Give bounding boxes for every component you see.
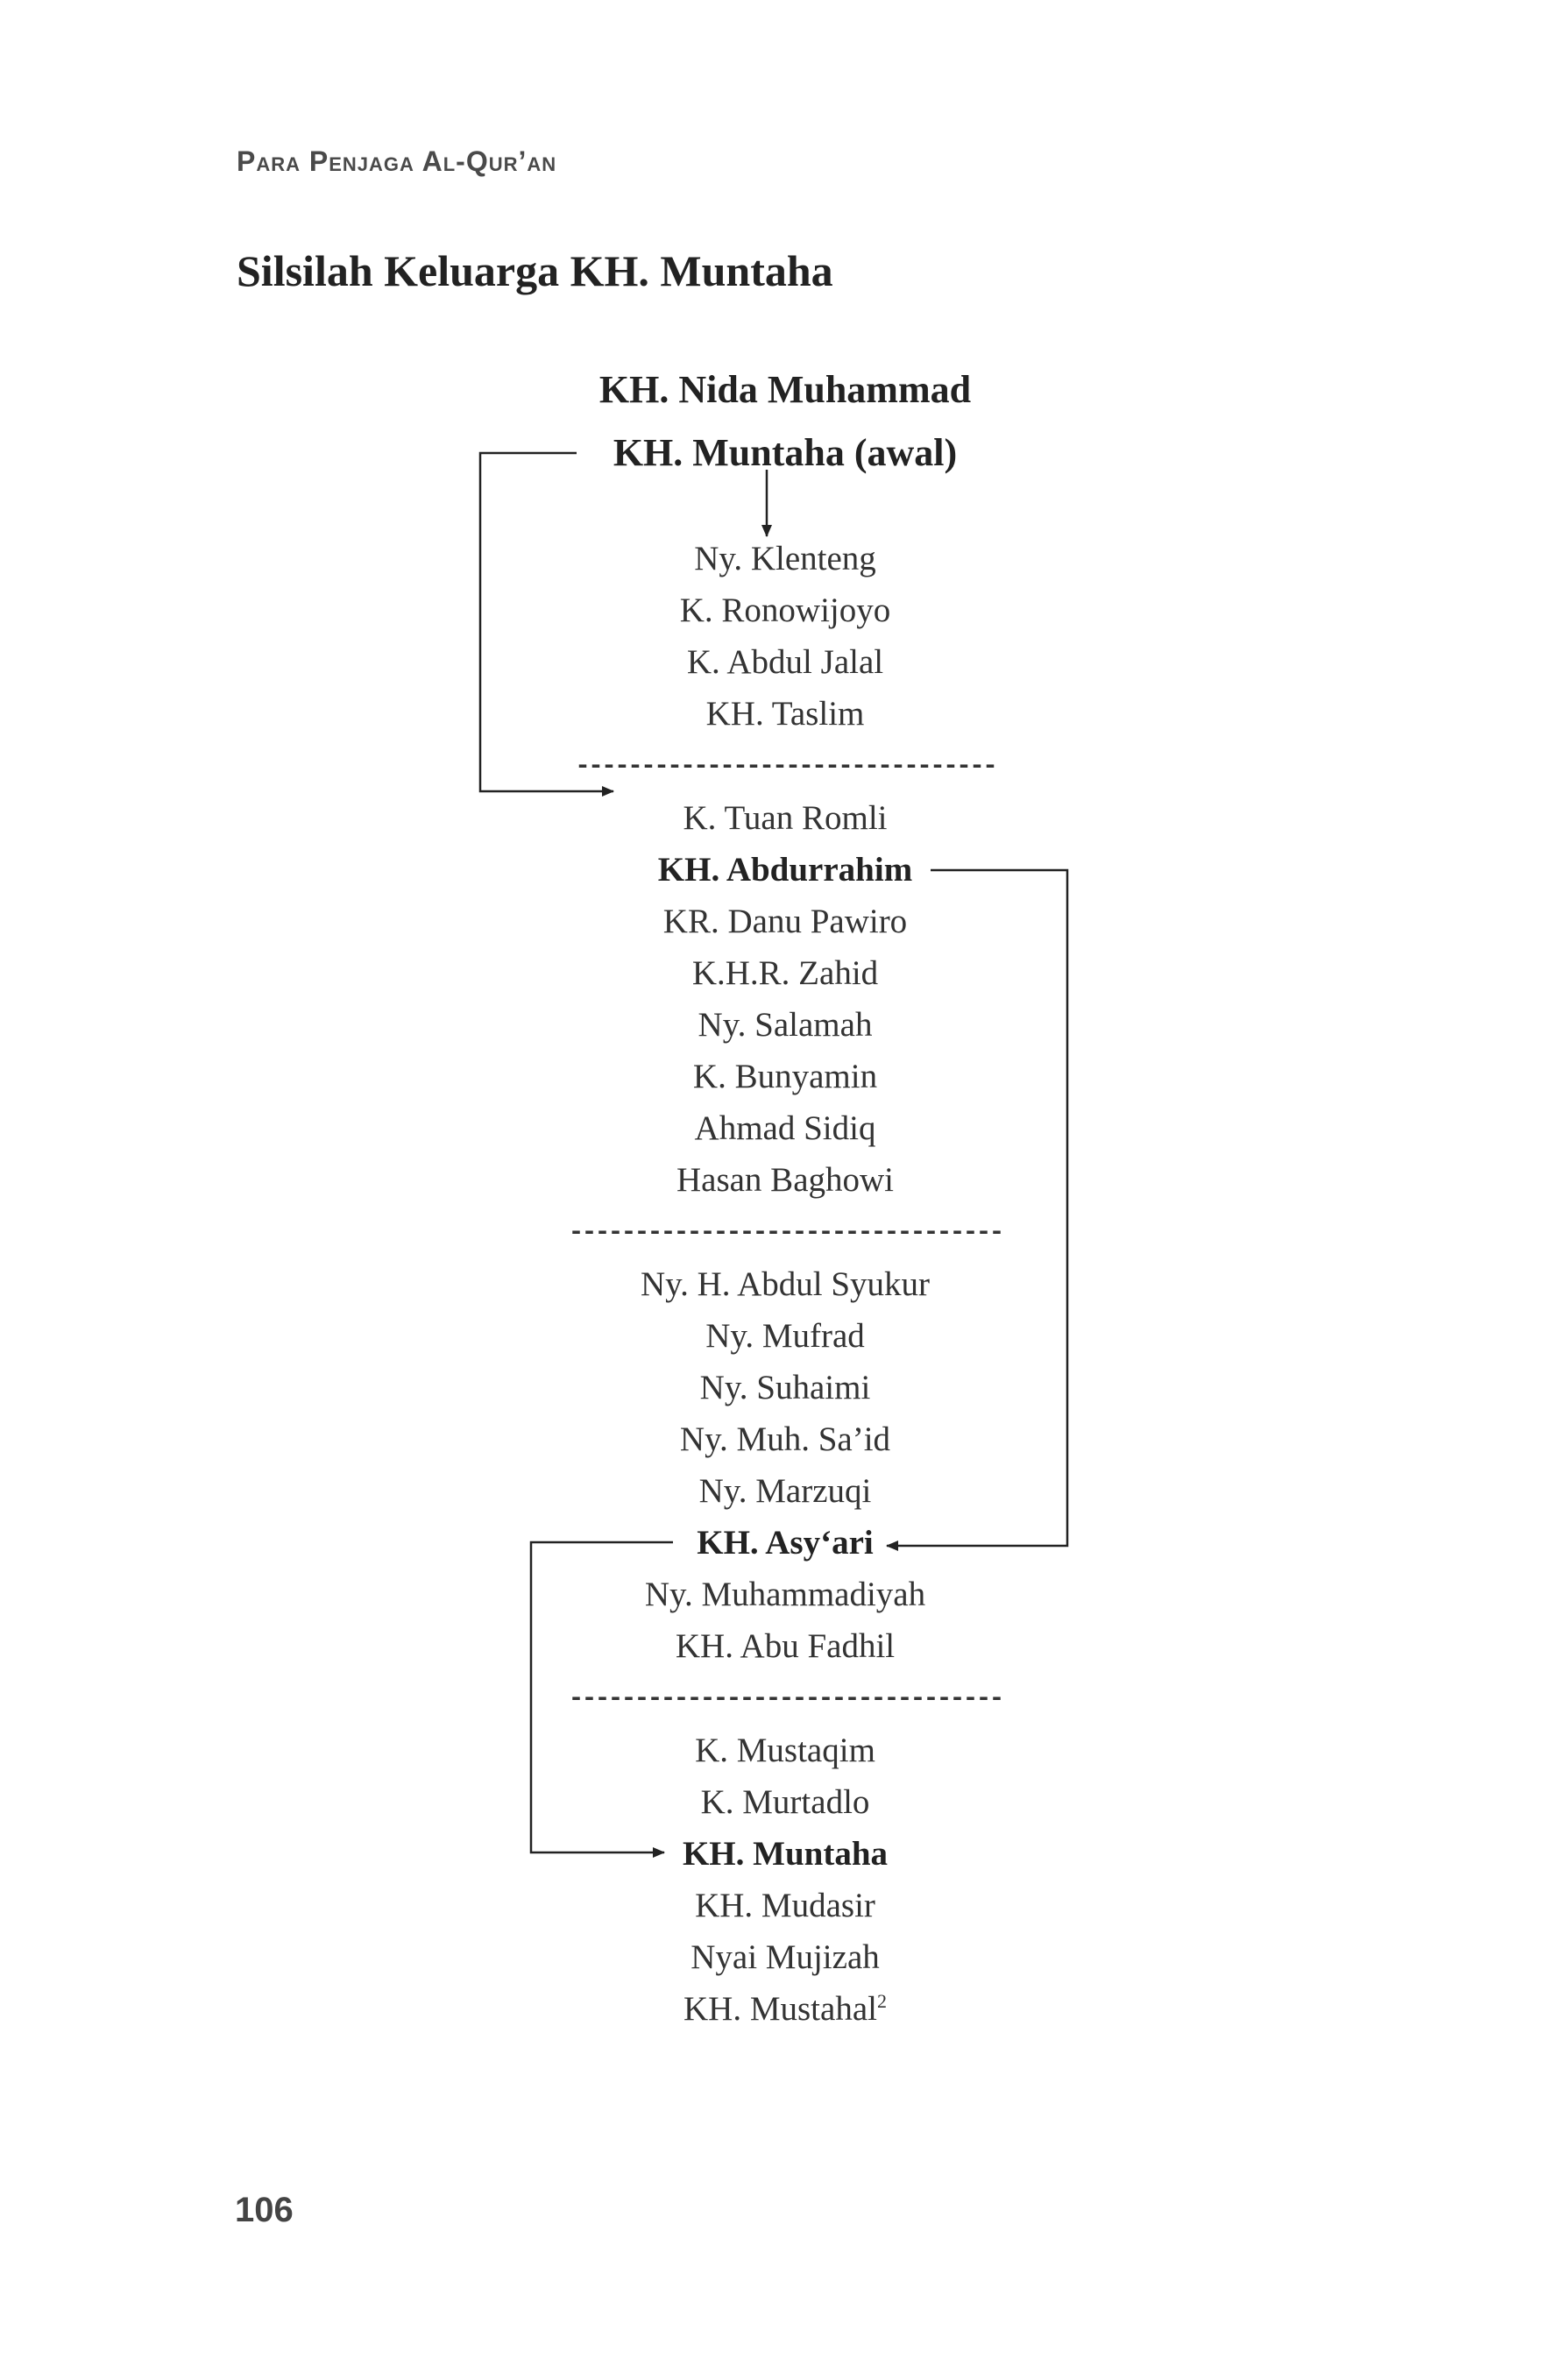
tree-item: KR. Danu Pawiro <box>662 903 908 940</box>
tree-item: K. Murtadlo <box>700 1783 870 1821</box>
generation-divider: --------------------------------- <box>568 1218 1002 1248</box>
tree-item: K. Abdul Jalal <box>686 643 884 681</box>
tree-item: Ny. Salamah <box>698 1006 873 1044</box>
tree-head-muntaha-awal: KH. Muntaha (awal) <box>613 431 958 474</box>
tree-item-muntaha: KH. Muntaha <box>682 1835 889 1873</box>
tree-item-mustahal: KH. Mustahal$^2$ <box>683 1990 887 2028</box>
tree-item: K. Bunyamin <box>692 1058 878 1095</box>
section-title: Silsilah Keluarga KH. Muntaha <box>237 246 833 295</box>
tree-item: KH. Mudasir <box>695 1887 875 1924</box>
tree-item: Ahmad Sidiq <box>694 1109 876 1147</box>
tree-item: Hasan Baghowi <box>676 1161 895 1199</box>
tree-item-abdurrahim: KH. Abdurrahim <box>657 851 913 889</box>
tree-item: Ny. Muhammadiyah <box>644 1576 926 1613</box>
tree-item: Nyai Mujizah <box>691 1938 880 1976</box>
tree-item: Ny. Klenteng <box>694 540 876 577</box>
tree-item: KH. Taslim <box>705 695 865 733</box>
tree-item: KH. Abu Fadhil <box>675 1627 896 1665</box>
running-header: Para Penjaga Al-Qur’an <box>237 145 557 177</box>
bracket-connector-left-1 <box>480 453 613 791</box>
tree-item: K.H.R. Zahid <box>691 954 879 992</box>
bracket-connector-left-2 <box>531 1542 673 1852</box>
generation-divider: --------------------------------- <box>568 1684 1002 1714</box>
tree-item: Ny. H. Abdul Syukur <box>640 1265 931 1303</box>
bracket-connector-right <box>887 870 1067 1546</box>
page-number: 106 <box>235 2191 294 2229</box>
generation-divider: -------------------------------- <box>574 752 996 782</box>
footnote-marker: 2 <box>876 1990 887 2012</box>
tree-item: K. Mustaqim <box>695 1732 875 1769</box>
tree-item: K. Ronowijoyo <box>679 591 891 629</box>
tree-head-nida-muhammad: KH. Nida Muhammad <box>598 368 972 411</box>
tree-item: Ny. Suhaimi <box>699 1369 871 1406</box>
tree-item: Ny. Mufrad <box>705 1317 865 1355</box>
tree-item: Ny. Muh. Sa’id <box>679 1420 891 1458</box>
tree-item: Ny. Marzuqi <box>698 1472 872 1510</box>
tree-item: K. Tuan Romli <box>683 799 888 837</box>
tree-item-asyari: KH. Asy‘ari <box>697 1524 874 1562</box>
